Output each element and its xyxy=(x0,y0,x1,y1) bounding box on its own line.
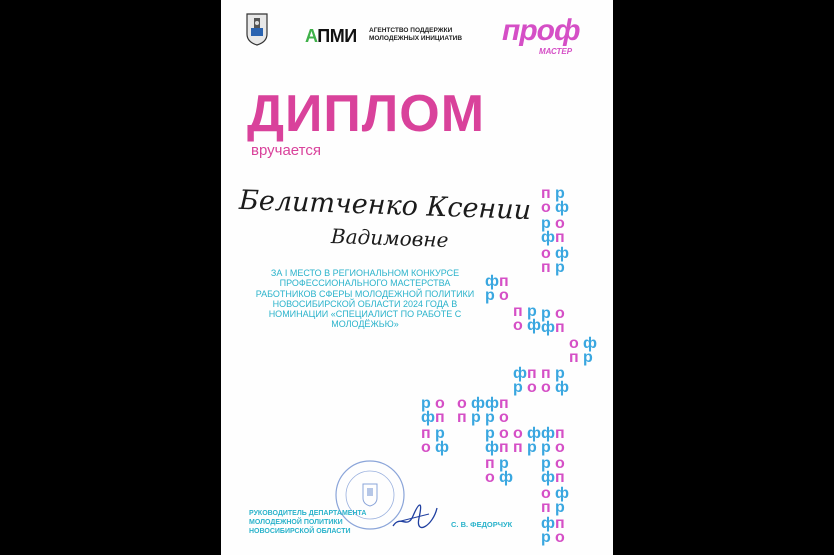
svg-text:р: р xyxy=(485,425,495,442)
svg-text:п: п xyxy=(569,349,579,366)
svg-text:р: р xyxy=(541,215,551,232)
award-reason: ЗА I МЕСТО В РЕГИОНАЛЬНОМ КОНКУРСЕ ПРОФЕССИОНАЛЬНОГО МАСТЕРСТВА РАБОТНИКОВ СФЕРЫ МОЛОДЕЖНОЙ ПОЛИТИКИ НОВОСИБИРСКОЙ ОБЛАСТИ 2024 ГОДА В НОМИНАЦИИ «СПЕЦИАЛИСТ ПО РАБОТЕ С МОЛОДЁЖЬЮ» xyxy=(255,268,475,330)
pattern-tile xyxy=(513,425,541,456)
svg-text:п: п xyxy=(421,425,431,442)
svg-text:ф: ф xyxy=(485,273,499,290)
diploma-title: ДИПЛОМ xyxy=(247,85,486,143)
svg-text:р: р xyxy=(555,365,565,382)
svg-text:п: п xyxy=(555,319,565,336)
svg-text:о: о xyxy=(541,199,551,216)
svg-text:о: о xyxy=(541,245,551,262)
pattern-tile xyxy=(541,425,565,456)
svg-text:р: р xyxy=(485,409,495,426)
svg-text:ф: ф xyxy=(471,395,485,412)
svg-text:ф: ф xyxy=(541,319,555,336)
svg-text:о: о xyxy=(435,395,445,412)
signature-scribble-icon xyxy=(389,496,441,532)
svg-text:р: р xyxy=(471,409,481,426)
svg-text:ф: ф xyxy=(435,439,449,456)
svg-text:р: р xyxy=(421,395,431,412)
svg-text:п: п xyxy=(541,259,551,276)
recipient-patronymic: Вадимовне xyxy=(330,223,449,253)
svg-text:ф: ф xyxy=(555,245,569,262)
svg-text:ф: ф xyxy=(485,439,499,456)
svg-text:р: р xyxy=(499,455,509,472)
svg-text:п: п xyxy=(435,409,445,426)
pattern-tile xyxy=(541,485,569,516)
svg-text:ф: ф xyxy=(421,409,435,426)
svg-text:р: р xyxy=(485,287,495,304)
svg-text:о: о xyxy=(513,317,523,334)
svg-text:п: п xyxy=(499,439,509,456)
svg-text:р: р xyxy=(541,305,551,322)
apmi-subtitle: АГЕНТСТВО ПОДДЕРЖКИ МОЛОДЕЖНЫХ ИНИЦИАТИВ xyxy=(369,27,463,42)
recipient-name: Белитченко Ксении xyxy=(238,184,532,227)
svg-text:р: р xyxy=(583,349,593,366)
svg-text:р: р xyxy=(435,425,445,442)
pattern-tile xyxy=(485,273,509,304)
svg-text:ф: ф xyxy=(541,515,555,532)
pattern-tile xyxy=(569,335,597,366)
svg-text:п: п xyxy=(499,395,509,412)
svg-text:ф: ф xyxy=(555,379,569,396)
svg-text:ф: ф xyxy=(555,199,569,216)
svg-text:п: п xyxy=(555,229,565,246)
svg-text:р: р xyxy=(555,259,565,276)
pattern-tile xyxy=(541,365,569,396)
svg-text:ф: ф xyxy=(527,425,541,442)
pattern-tile xyxy=(541,515,565,546)
svg-text:ф: ф xyxy=(527,317,541,334)
signer-name: С. В. ФЕДОРЧУК xyxy=(451,520,513,529)
prof-master-sub: МАСТЕР xyxy=(539,47,573,56)
svg-text:п: п xyxy=(513,439,523,456)
svg-text:о: о xyxy=(541,379,551,396)
apmi-logo: АПМИ xyxy=(305,26,357,46)
pattern-tile xyxy=(541,245,569,276)
svg-text:о: о xyxy=(499,425,509,442)
svg-text:р: р xyxy=(527,439,537,456)
svg-text:о: о xyxy=(499,287,509,304)
svg-text:о: о xyxy=(457,395,467,412)
svg-text:о: о xyxy=(499,409,509,426)
svg-text:п: п xyxy=(457,409,467,426)
svg-text:п: п xyxy=(527,365,537,382)
svg-text:ф: ф xyxy=(499,469,513,486)
svg-text:ф: ф xyxy=(583,335,597,352)
svg-text:ф: ф xyxy=(485,395,499,412)
pattern-tile xyxy=(541,455,565,486)
svg-text:п: п xyxy=(541,185,551,202)
pattern-tile xyxy=(541,185,569,216)
svg-text:ф: ф xyxy=(555,485,569,502)
diploma-page xyxy=(221,0,613,555)
pattern-tile xyxy=(421,425,449,456)
svg-text:р: р xyxy=(513,379,523,396)
svg-text:п: п xyxy=(555,515,565,532)
svg-text:р: р xyxy=(541,529,551,546)
pattern-tile xyxy=(485,455,513,486)
svg-text:ф: ф xyxy=(541,469,555,486)
svg-text:о: о xyxy=(555,529,565,546)
svg-text:о: о xyxy=(555,439,565,456)
svg-text:р: р xyxy=(541,455,551,472)
svg-text:ф: ф xyxy=(541,229,555,246)
svg-text:о: о xyxy=(555,215,565,232)
svg-text:о: о xyxy=(555,455,565,472)
pattern-tile xyxy=(513,365,537,396)
pattern-tile xyxy=(457,395,485,426)
svg-text:п: п xyxy=(541,365,551,382)
awarded-label: вручается xyxy=(251,142,321,159)
svg-text:п: п xyxy=(499,273,509,290)
pattern-tile xyxy=(485,395,509,426)
svg-text:р: р xyxy=(555,185,565,202)
svg-text:о: о xyxy=(541,485,551,502)
svg-text:п: п xyxy=(485,455,495,472)
svg-text:р: р xyxy=(527,303,537,320)
pattern-tile xyxy=(513,303,541,334)
decorative-pattern xyxy=(221,0,613,555)
prof-master-logo: проф xyxy=(502,14,580,47)
pattern-tile xyxy=(541,215,565,246)
svg-text:р: р xyxy=(555,499,565,516)
svg-text:о: о xyxy=(555,305,565,322)
svg-text:о: о xyxy=(527,379,537,396)
svg-text:п: п xyxy=(513,303,523,320)
svg-text:п: п xyxy=(555,425,565,442)
svg-text:о: о xyxy=(485,469,495,486)
pattern-tile xyxy=(541,305,565,336)
pattern-tile xyxy=(485,425,509,456)
svg-text:о: о xyxy=(421,439,431,456)
svg-text:р: р xyxy=(541,439,551,456)
svg-text:п: п xyxy=(541,499,551,516)
svg-text:п: п xyxy=(555,469,565,486)
svg-text:ф: ф xyxy=(513,365,527,382)
signer-position: РУКОВОДИТЕЛЬ ДЕПАРТАМЕНТА МОЛОДЕЖНОЙ ПОЛИТИКИ НОВОСИБИРСКОЙ ОБЛАСТИ xyxy=(249,510,367,535)
pattern-tile xyxy=(421,395,445,426)
svg-text:о: о xyxy=(513,425,523,442)
svg-text:о: о xyxy=(569,335,579,352)
svg-text:ф: ф xyxy=(541,425,555,442)
